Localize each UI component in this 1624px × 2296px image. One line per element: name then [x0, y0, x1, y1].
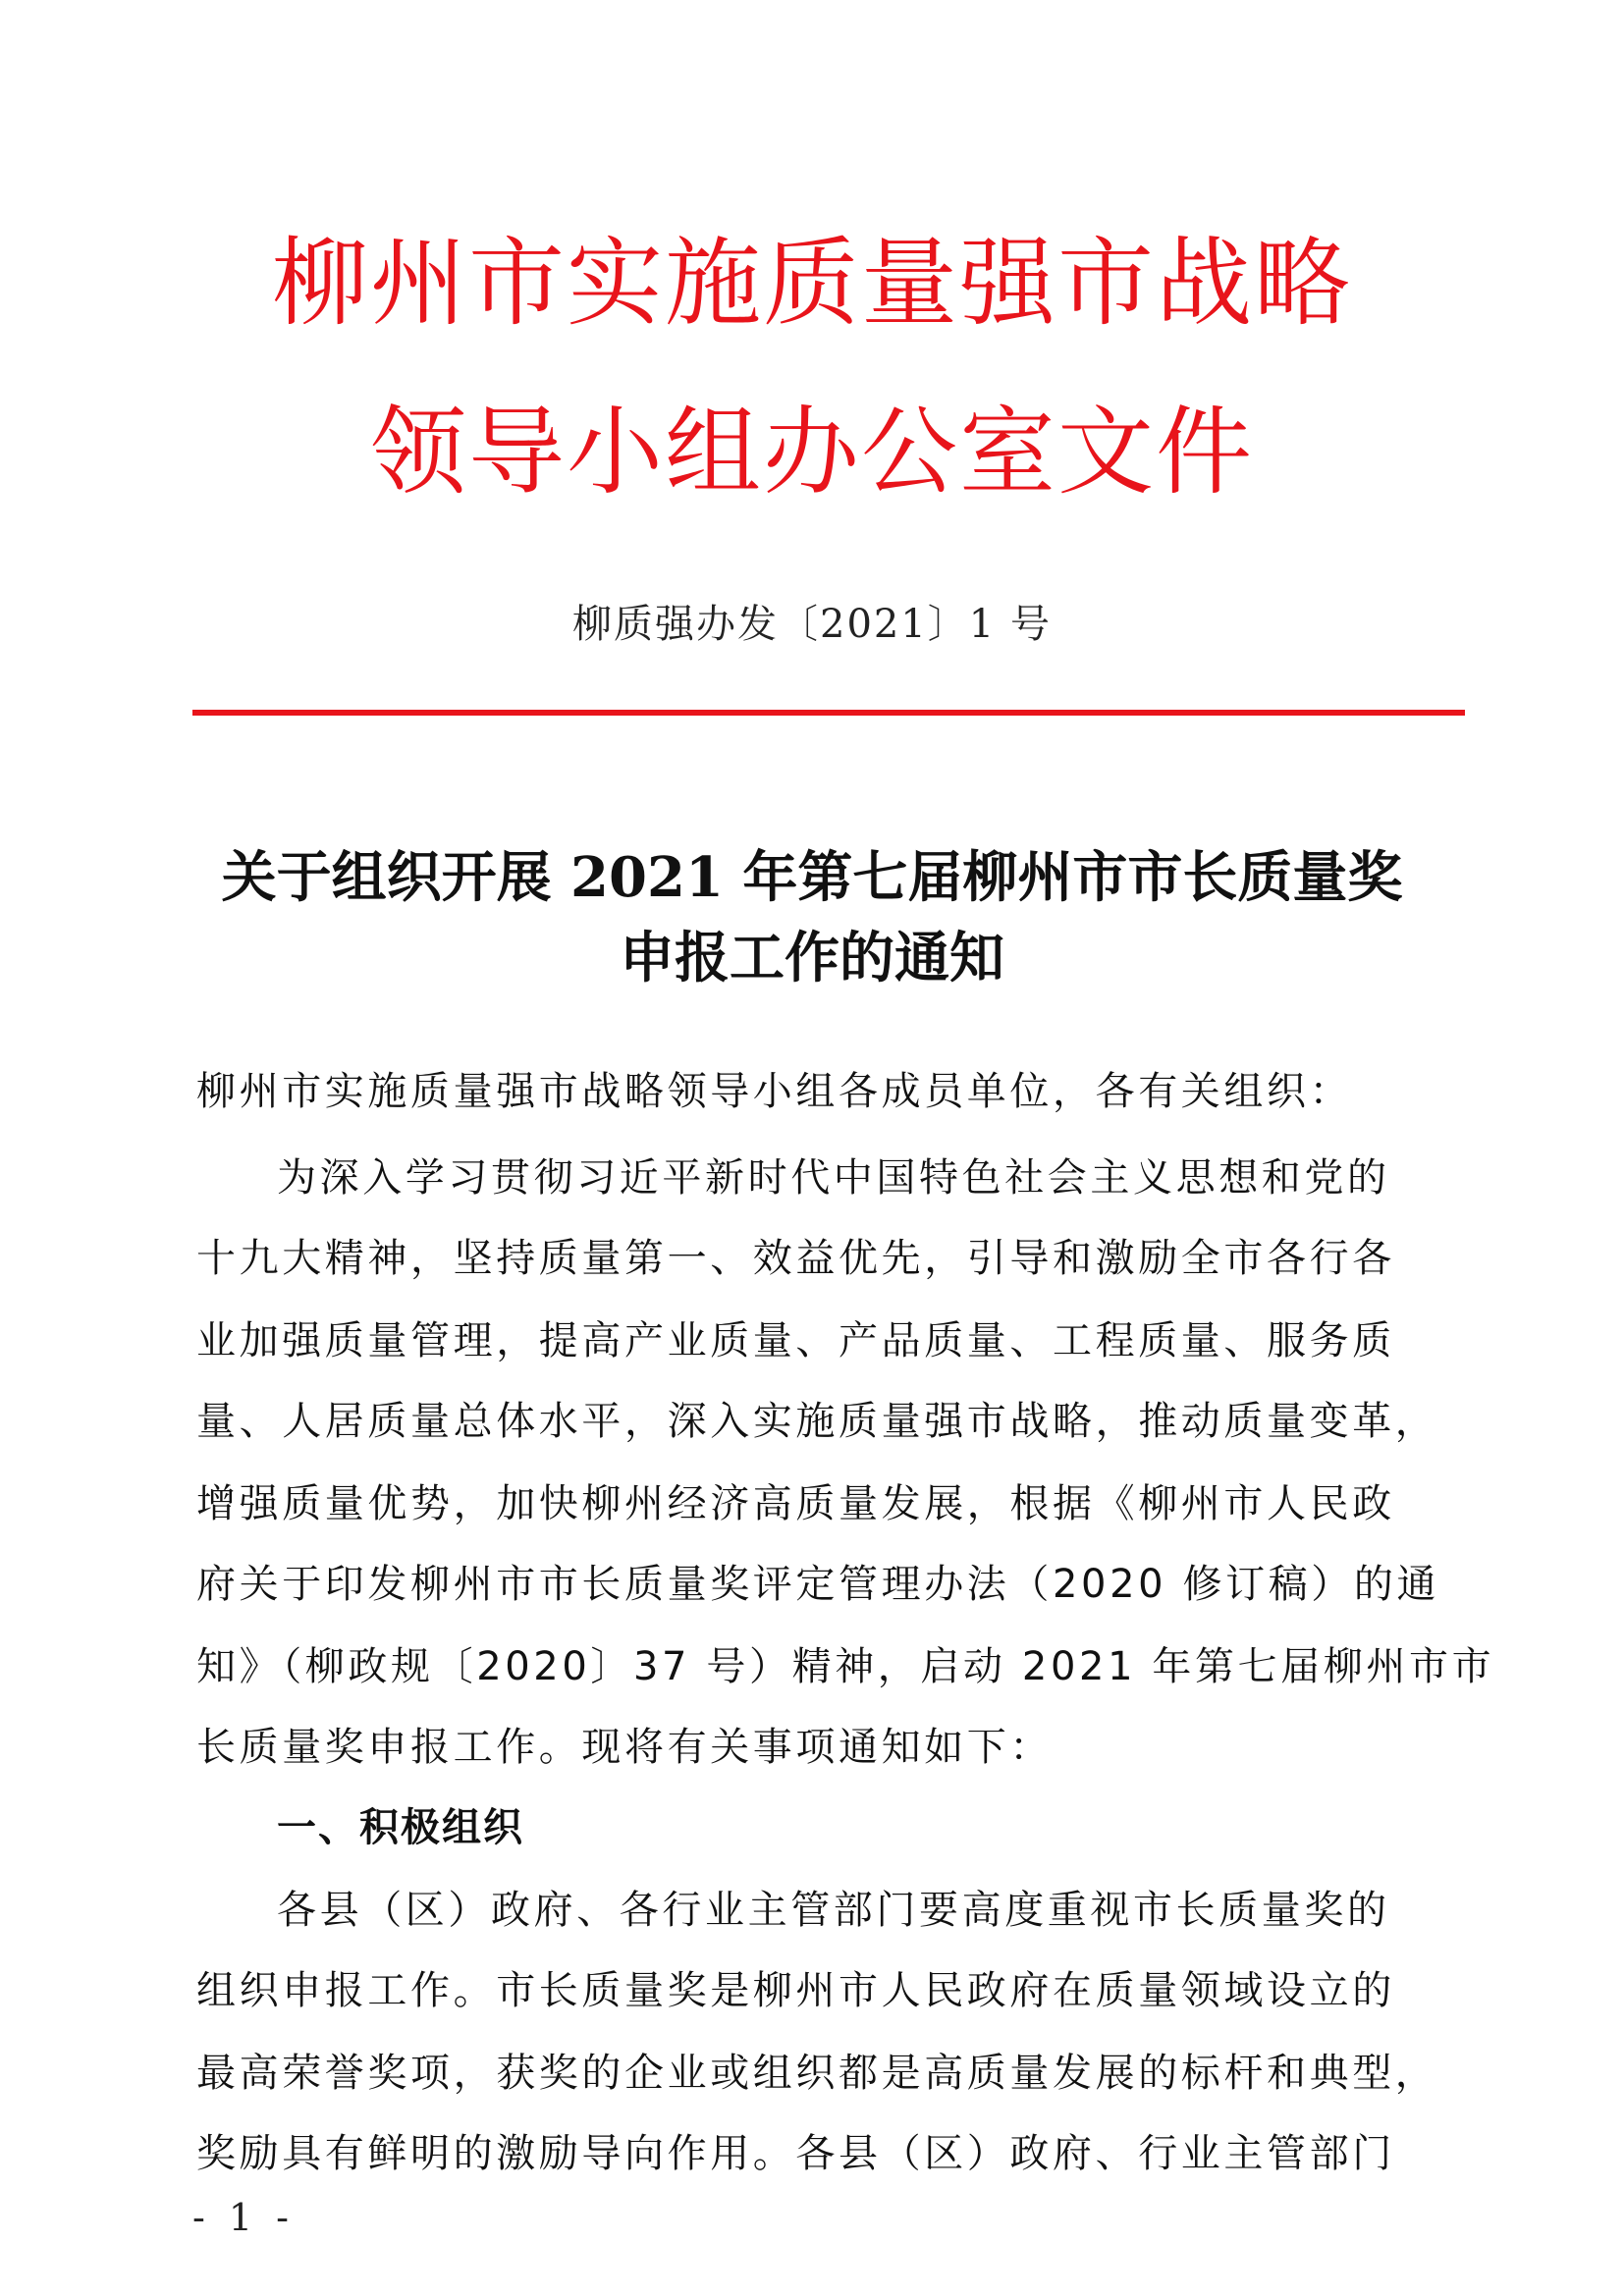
paragraph-line: 知》（柳政规〔2020〕37 号）精神，启动 2021 年第七届柳州市市: [196, 1644, 1495, 1689]
paragraph-line: 量、人居质量总体水平，深入实施质量强市战略，推动质量变革，: [196, 1399, 1438, 1444]
salutation: 柳州市实施质量强市战略领导小组各成员单位，各有关组织：: [196, 1069, 1353, 1114]
masthead-title-line-1: 柳州市实施质量强市战略: [271, 228, 1352, 340]
paragraph-line: 长质量奖申报工作。现将有关事项通知如下：: [196, 1725, 1053, 1770]
notice-title-line-2: 申报工作的通知: [620, 926, 1004, 990]
red-separator-rule: [192, 710, 1465, 716]
paragraph-line: 最高荣誉奖项，获奖的企业或组织都是高质量发展的标杆和典型，: [196, 2051, 1438, 2096]
paragraph-line: 各县（区）政府、各行业主管部门要高度重视市长质量奖的: [277, 1888, 1390, 1933]
document-number: 柳质强办发〔2021〕1 号: [572, 602, 1052, 647]
section-heading: 一、积极组织: [277, 1805, 524, 1850]
paragraph-line: 十九大精神，坚持质量第一、效益优先，引导和激励全市各行各: [196, 1236, 1395, 1281]
paragraph-line: 增强质量优势，加快柳州经济高质量发展，根据《柳州市人民政: [196, 1481, 1395, 1526]
paragraph-line: 组织申报工作。市长质量奖是柳州市人民政府在质量领域设立的: [196, 1968, 1395, 2013]
paragraph-line: 为深入学习贯彻习近平新时代中国特色社会主义思想和党的: [277, 1155, 1390, 1201]
paragraph-line: 府关于印发柳州市市长质量奖评定管理办法（2020 修订稿）的通: [196, 1562, 1440, 1607]
masthead-title-line-2: 领导小组办公室文件: [369, 397, 1254, 508]
paragraph-line: 奖励具有鲜明的激励导向作用。各县（区）政府、行业主管部门: [196, 2131, 1395, 2176]
paragraph-line: 业加强质量管理，提高产业质量、产品质量、工程质量、服务质: [196, 1318, 1395, 1363]
notice-title-line-1: 关于组织开展 2021 年第七届柳州市市长质量奖: [221, 845, 1403, 910]
page-number: - 1 -: [192, 2196, 296, 2239]
